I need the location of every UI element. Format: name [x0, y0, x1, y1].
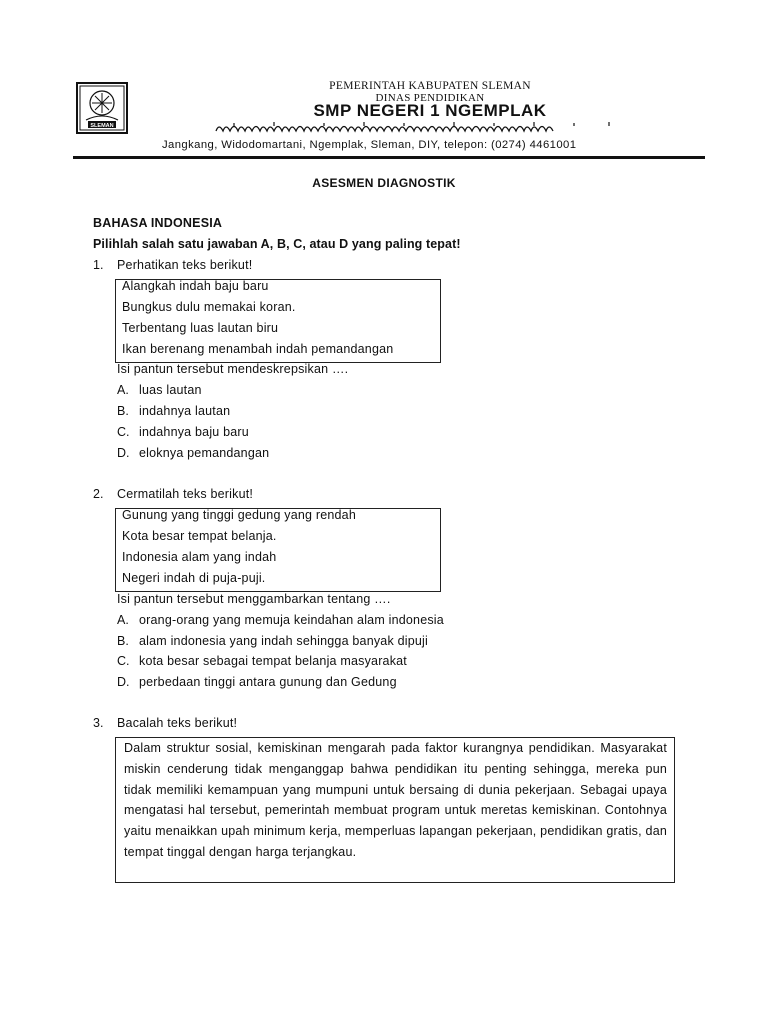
answer-option: orang-orang yang memuja keindahan alam indonesia — [139, 613, 444, 627]
subject-heading: BAHASA INDONESIA — [93, 216, 223, 230]
answer-option: luas lautan — [139, 383, 202, 397]
sleman-logo — [76, 82, 128, 134]
option-letter: D. — [117, 675, 130, 689]
letterhead-school-name: SMP NEGERI 1 NGEMPLAK — [313, 101, 547, 120]
answer-option: indahnya baju baru — [139, 425, 249, 439]
option-letter: D. — [117, 446, 130, 460]
question-number: 2. — [93, 487, 104, 501]
question-prompt: Bacalah teks berikut! — [117, 716, 238, 730]
option-letter: C. — [117, 654, 130, 668]
javanese-script-decoration — [214, 119, 626, 137]
poem-line: Terbentang luas lautan biru — [122, 321, 279, 335]
page-title: ASESMEN DIAGNOSTIK — [312, 176, 456, 190]
question-prompt: Perhatikan teks berikut! — [117, 258, 253, 272]
answer-option: indahnya lautan — [139, 404, 231, 418]
poem-box — [115, 508, 441, 592]
reading-passage: Dalam struktur sosial, kemiskinan mengarah pada faktor kurangnya pendidikan. Masyarakat miskin cenderung tidak menganggap bahwa pendidikan itu penting sehingga, mereka pun tidak memiliki kemampuan yang mumpuni untuk bersaing di dunia pekerjaan. Sebagai upaya mengatasi hal tersebut, pemerintah membuat program untuk meretas kemiskinan. Contohnya yaitu menaikkan upah minimum kerja, memperluas lapangan pekerjaan, pendidikan gratis, dan tempat tinggal dengan harga terjangkau. — [124, 741, 667, 859]
question-text: Isi pantun tersebut mendeskrepsikan …. — [117, 362, 349, 376]
question-number: 3. — [93, 716, 104, 730]
option-letter: B. — [117, 404, 129, 418]
poem-line: Kota besar tempat belanja. — [122, 529, 277, 543]
poem-box — [115, 279, 441, 363]
question-prompt: Cermatilah teks berikut! — [117, 487, 254, 501]
answer-option: kota besar sebagai tempat belanja masyarakat — [139, 654, 407, 668]
question-text: Isi pantun tersebut menggambarkan tentang …. — [117, 592, 391, 606]
option-letter: C. — [117, 425, 130, 439]
poem-line: Negeri indah di puja-puji. — [122, 571, 266, 585]
letterhead-government: PEMERINTAH KABUPATEN SLEMAN — [329, 80, 531, 92]
option-letter: A. — [117, 613, 129, 627]
poem-line: Indonesia alam yang indah — [122, 550, 277, 564]
option-letter: B. — [117, 634, 129, 648]
question-number: 1. — [93, 258, 104, 272]
instruction-text: Pilihlah salah satu jawaban A, B, C, atau D yang paling tepat! — [93, 237, 461, 251]
poem-line: Ikan berenang menambah indah pemandangan — [122, 342, 394, 356]
letterhead-divider — [73, 156, 705, 159]
poem-line: Gunung yang tinggi gedung yang rendah — [122, 508, 356, 522]
svg-text:SLEMAN: SLEMAN — [90, 123, 114, 129]
poem-line: Alangkah indah baju baru — [122, 279, 269, 293]
answer-option: alam indonesia yang indah sehingga banyak dipuji — [139, 634, 428, 648]
letterhead-address: Jangkang, Widodomartani, Ngemplak, Sleman, DIY, telepon: (0274) 4461001 — [162, 139, 577, 151]
reading-passage-box — [115, 737, 675, 883]
answer-option: eloknya pemandangan — [139, 446, 270, 460]
answer-option: perbedaan tinggi antara gunung dan Gedung — [139, 675, 397, 689]
letterhead-department: DINAS PENDIDIKAN — [375, 92, 485, 104]
option-letter: A. — [117, 383, 129, 397]
poem-line: Bungkus dulu memakai koran. — [122, 300, 296, 314]
